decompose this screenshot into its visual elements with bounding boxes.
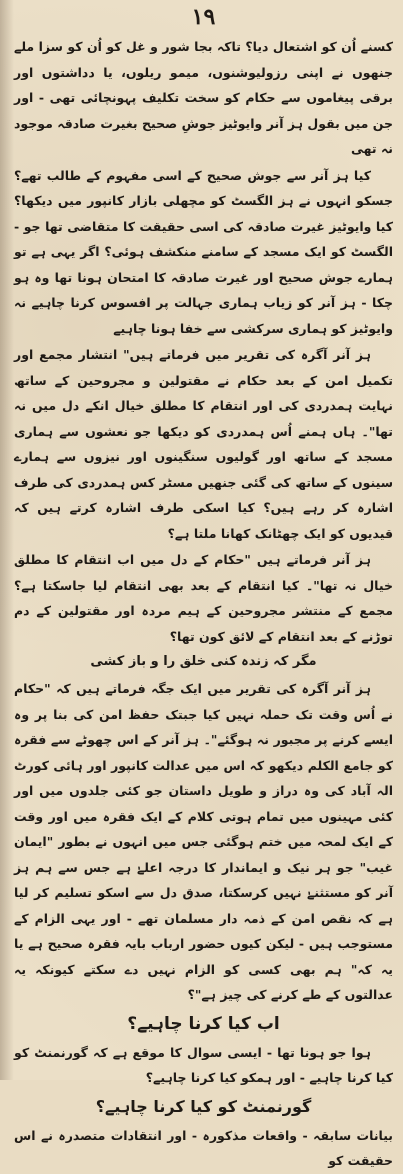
- paragraph-4: ہز آنر فرماتے ہیں "حکام کے دل میں اب انتقام کا مطلق خیال نہ تھا"۔ کیا انتقام کے بعد بھی انتقام لیا جاسکتا ہے؟ مجمع کے منتشر مجروحین کے ہیم مردہ اور مقتولین کے دم توڑنے کے بعد انتقام کے لائق کون تھا؟: [14, 552, 393, 644]
- persian-verse: مگر کہ زندہ کنی خلق را و باز کشی: [90, 654, 317, 669]
- paragraph-6: ہوا جو ہونا تھا - ایسی سوال کا موقع ہے کہ گورنمنٹ کو کیا کرنا چاہیے - اور ہمکو کیا کرنا چاہیے؟: [14, 1044, 393, 1085]
- page-edge-shadow: [0, 0, 14, 1080]
- paragraph-3: ہز آنر آگرہ کی تقریر میں فرماتے ہیں" انتشار مجمع اور تکمیل امن کے بعد حکام نے مقتولین و مجروحین کے ساتھ نہایت ہمدردی کی اور انتقام کا مطلق خیال انکے دل میں نہ تھا"۔ ہاں ہمنے اُس ہمدردی کو دیکھا جو نعشوں سے ہماری مسجد کے ساتھ اور گولیوں سنگینوں اور نیزوں سے ہمارے سینوں کے ساتھ کی گئی جنھیں مسٹر کس ہمدردی کی طرف اشارہ کر رہے ہیں؟ کیا اسکی طرف اشارہ کرتے ہیں کہ قیدیوں کو ایک چھٹانک کھانا ملتا ہے؟: [14, 347, 393, 541]
- paragraph-7: بیانات سابقہ - واقعات مذکورہ - اور انتقادات متصدرہ نے اس حقیقت کو: [14, 1127, 393, 1168]
- paragraph-2: کیا ہز آنر سے جوش صحیح کے اسی مفہوم کے طالب تھے؟ جسکو انہوں نے ہز الگسٹ کو مچھلی بازار کانپور میں دیکھا؟ کیا وایوٹیز غیرت صادقہ کی اسی حقیقت کا متقاضی تھا جو - الگسٹ کو ایک مسجد کے سامنے منکشف ہوئی؟ اگر یہی ہے تو ہمارے جوش صحیح اور غیرت صادقہ کا امتحان ہونا تھا وہ ہو چکا - ہز آنر کو زیاب ہماری جہالت پر افسوس کرنا چاہیے نہ وایوٹیز کو ہماری سرکشی سے خفا ہونا چاہیے: [14, 167, 393, 336]
- section-heading-what-to-do: اب کیا کرنا چاہیے؟: [127, 1013, 280, 1034]
- paragraph-5: ہز آنر آگرہ کی تقریر میں ایک جگہ فرماتے ہیں کہ "حکام نے اُس وقت تک حملہ نہیں کیا جبتک حفظ امن کی بنا پر وہ ایسے کرنے پر مجبور نہ ہوگئے"۔ ہز آنر کے اس چھوٹے سے فقرہ کو جامع الکلم دیکھو کہ اس میں عدالت کانپور اور ہائی کورٹ الہ آباد کی وہ دراز و طویل داستان جو کئی جلدوں میں اور کئی مہینوں میں تمام ہوتی کلام کے ایک فقرہ میں اور وقت کے ایک لمحہ میں ختم ہوگئی جس میں انہوں نے بطور "ایمان غیب" جو ہر نیک و ایماندار کا درجہ اعلےٰ ہے جس سے ہم ہز آنر کو مستثنےٰ نہیں کرسکتا، صدق دل سے اسکو تسلیم کر لیا ہے کہ نقص امن کے ذمہ دار مسلمان تھے - اور یہی الزام کے مستوجب ہیں - لیکن کیوں حضور ارباب بایہ فقرہ صحیح ہے یا یہ کہ" ہم بھی کسی کو الزام نہیں دے سکتے کیونکہ یہ عدالتوں کے طے کرنے کی چیز ہے"؟: [14, 681, 393, 1002]
- page-content: [14, 34, 393, 1174]
- page-number: ۱۹: [191, 4, 216, 30]
- section-heading-government: گورنمنٹ کو کیا کرنا چاہیے؟: [95, 1096, 312, 1116]
- paragraph-1: کسنے اُن کو اشتعال دیا؟ تاکہ بجا شور و غل کو اُن کو سزا ملے جنھوں نے اپنی رزولیوشنوں، میمو ریلوں، یا دداشتوں اور برقی پیغاموں سے حکام کو سخت تکلیف پہونچائی تھی - اور جن میں بقول ہز آنر وایوٹیز جوشِ صحیح بغیرت صادقہ موجود نہ تھی: [14, 39, 393, 156]
